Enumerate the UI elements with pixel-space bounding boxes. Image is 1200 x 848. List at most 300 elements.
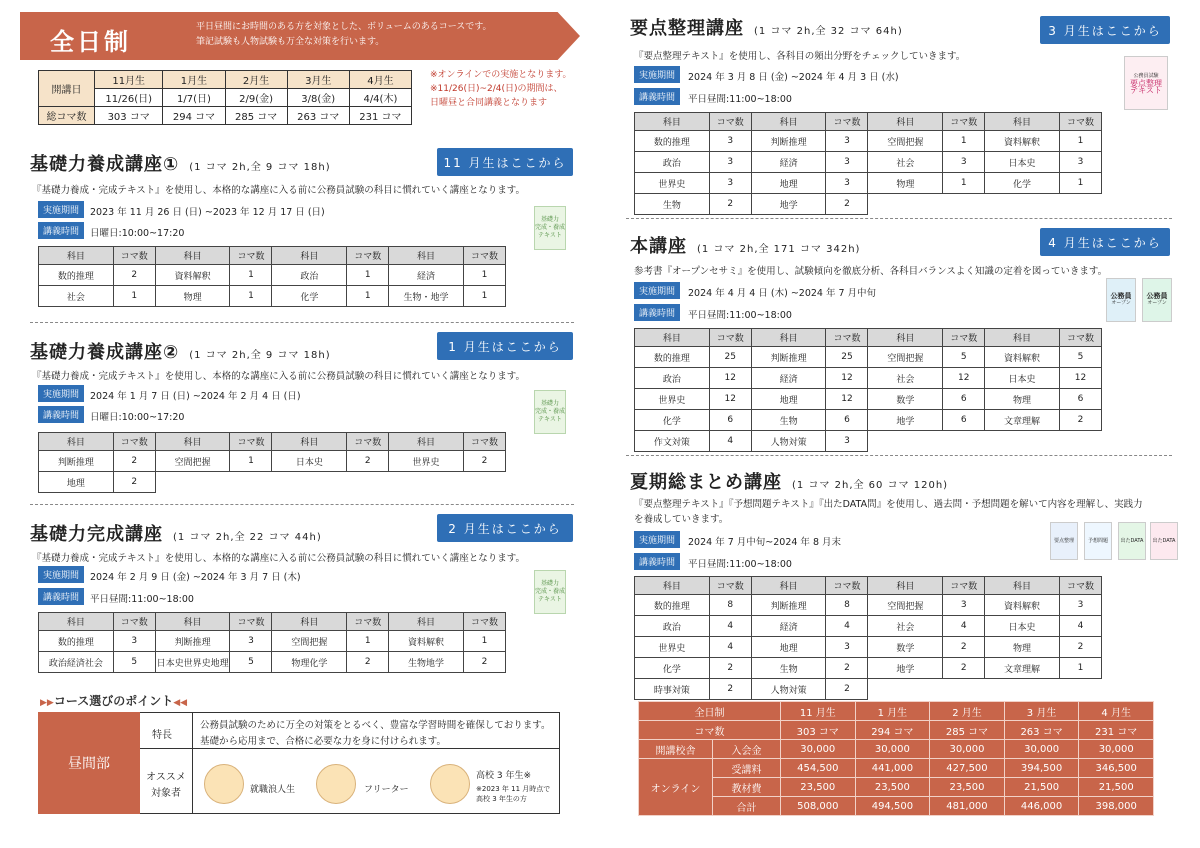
course-desc-line: を養成していきます。 bbox=[634, 514, 729, 525]
course-sub: (1 コマ 2h,全 60 コマ 120h) bbox=[792, 480, 949, 491]
freeter-avatar-icon bbox=[316, 764, 356, 804]
note: ※オンラインでの実施となります。 bbox=[430, 70, 572, 80]
count-header: コマ数 bbox=[826, 329, 868, 347]
period-value: 2023 年 11 月 26 日 (日) ~2023 年 12 月 17 日 (日) bbox=[90, 207, 325, 218]
count-cell: 3 bbox=[943, 152, 985, 173]
table-row bbox=[39, 652, 506, 673]
time-value: 平日昼間:11:00~18:00 bbox=[688, 559, 792, 570]
time-label: 講義時間 bbox=[38, 588, 84, 605]
table-row bbox=[635, 347, 1102, 368]
subject-cell: 判断推理 bbox=[39, 451, 114, 472]
count-cell: 6 bbox=[1059, 389, 1101, 410]
book-text: オープン bbox=[1147, 300, 1167, 306]
course-desc: 『基礎力養成・完成テキスト』を使用し、本格的な講座に入る前に公務員試験の科目に慣れていく講座となります。 bbox=[32, 553, 526, 564]
subject-cell: 世界史 bbox=[635, 389, 710, 410]
course-name: 基礎力養成講座① bbox=[30, 154, 180, 175]
course-sub: (1 コマ 2h,全 9 コマ 18h) bbox=[189, 162, 331, 173]
count-header: コマ数 bbox=[463, 247, 505, 265]
count-cell: 2 bbox=[463, 451, 505, 472]
target-label-line: オススメ bbox=[146, 772, 186, 783]
subject-cell: 数的推理 bbox=[39, 265, 114, 286]
subject-cell: 数的推理 bbox=[39, 631, 114, 652]
book-text: 公務員試験 bbox=[1133, 72, 1159, 79]
table-row bbox=[635, 595, 1102, 616]
subject-header: 科目 bbox=[985, 113, 1060, 131]
fee-cell: 398,000 bbox=[1079, 797, 1154, 816]
textbook-image bbox=[1084, 522, 1112, 560]
count-header: コマ数 bbox=[347, 613, 389, 631]
subject-cell: 生物 bbox=[751, 658, 826, 679]
count-cell: 6 bbox=[943, 389, 985, 410]
subject-cell: 文章理解 bbox=[985, 658, 1060, 679]
course-desc: 『基礎力養成・完成テキスト』を使用し、本格的な講座に入る前に公務員試験の科目に慣れていく講座となります。 bbox=[32, 371, 526, 382]
fee-row-label: 受講料 bbox=[713, 759, 781, 778]
book-text: 完成・養成 bbox=[535, 408, 566, 415]
fee-row-label: コマ数 bbox=[639, 721, 781, 740]
book-text: 公務員 bbox=[1110, 292, 1132, 300]
course-sub: (1 コマ 2h,全 171 コマ 342h) bbox=[697, 244, 861, 255]
fee-header: 2 月生 bbox=[930, 702, 1005, 721]
book-text: 基礎力 bbox=[540, 216, 559, 223]
count-cell: 3 bbox=[826, 637, 868, 658]
fee-header: 全日制 bbox=[639, 702, 781, 721]
book-text: 完成・養成 bbox=[535, 224, 566, 231]
course-name: 本講座 bbox=[630, 236, 687, 257]
col-header: 3月生 bbox=[287, 71, 349, 89]
subject-header: 科目 bbox=[39, 433, 114, 451]
time-label: 講義時間 bbox=[634, 553, 680, 570]
count-cell: 2 bbox=[826, 658, 868, 679]
subject-cell: 物理化学 bbox=[272, 652, 347, 673]
table-row bbox=[39, 472, 506, 493]
subject-cell: 化学 bbox=[635, 658, 710, 679]
cell: 2/9(金) bbox=[225, 89, 287, 107]
table-row bbox=[635, 431, 1102, 452]
count-cell: 1 bbox=[1059, 173, 1101, 194]
count-cell: 2 bbox=[709, 679, 751, 700]
subject-cell: 作文対策 bbox=[635, 431, 710, 452]
period-label: 実施期間 bbox=[634, 282, 680, 299]
subject-cell: 判断推理 bbox=[751, 347, 826, 368]
table-row bbox=[635, 389, 1102, 410]
count-cell: 1 bbox=[463, 631, 505, 652]
count-cell: 3 bbox=[826, 152, 868, 173]
subject-header: 科目 bbox=[155, 613, 230, 631]
count-cell: 8 bbox=[709, 595, 751, 616]
period-value: 2024 年 7 月中旬~2024 年 8 月末 bbox=[688, 537, 842, 548]
book-text: 予想問題 bbox=[1087, 537, 1108, 544]
count-cell: 3 bbox=[826, 173, 868, 194]
count-cell: 1 bbox=[1059, 658, 1101, 679]
count-cell: 4 bbox=[709, 431, 751, 452]
count-cell: 3 bbox=[709, 131, 751, 152]
textbook-image bbox=[534, 390, 566, 434]
course-name: 基礎力完成講座 bbox=[30, 524, 163, 545]
count-cell: 12 bbox=[709, 368, 751, 389]
subject-cell: 人物対策 bbox=[751, 679, 826, 700]
count-header: コマ数 bbox=[709, 329, 751, 347]
count-cell: 3 bbox=[826, 431, 868, 452]
divider bbox=[626, 455, 1172, 456]
divider bbox=[30, 504, 574, 505]
textbook-image bbox=[1142, 278, 1172, 322]
subject-cell: 空間把握 bbox=[155, 451, 230, 472]
time-value: 日曜日:10:00~17:20 bbox=[90, 228, 185, 239]
course-sub: (1 コマ 2h,全 32 コマ 64h) bbox=[754, 26, 903, 37]
subject-cell: 化学 bbox=[985, 173, 1060, 194]
table-row bbox=[39, 631, 506, 652]
cell: 4/4(木) bbox=[349, 89, 411, 107]
subject-cell: 地理 bbox=[751, 173, 826, 194]
fee-cell: 294 コマ bbox=[855, 721, 930, 740]
subject-cell: 空間把握 bbox=[868, 595, 943, 616]
subject-cell: 日本史世界史地理 bbox=[155, 652, 230, 673]
textbook-image bbox=[1124, 56, 1168, 110]
count-cell: 12 bbox=[1059, 368, 1101, 389]
count-cell: 4 bbox=[826, 616, 868, 637]
fee-cell: 263 コマ bbox=[1004, 721, 1079, 740]
subject-header: 科目 bbox=[39, 613, 114, 631]
count-cell: 25 bbox=[709, 347, 751, 368]
banner-description bbox=[196, 20, 492, 50]
count-cell: 6 bbox=[943, 410, 985, 431]
subject-cell: 資料解釈 bbox=[985, 131, 1060, 152]
subject-header: 科目 bbox=[635, 577, 710, 595]
subject-cell: 物理 bbox=[155, 286, 230, 307]
count-cell: 6 bbox=[826, 410, 868, 431]
points-left-label: 昼間部 bbox=[38, 712, 140, 814]
fee-row-label: 教材費 bbox=[713, 778, 781, 797]
course-name: 基礎力養成講座② bbox=[30, 342, 180, 363]
subject-cell: 社会 bbox=[868, 368, 943, 389]
subject-table bbox=[38, 246, 506, 307]
cell: 231 コマ bbox=[349, 107, 411, 125]
count-cell: 2 bbox=[1059, 410, 1101, 431]
subject-header: 科目 bbox=[868, 329, 943, 347]
count-header: コマ数 bbox=[113, 433, 155, 451]
book-text: テキスト bbox=[538, 596, 562, 603]
count-header: コマ数 bbox=[943, 113, 985, 131]
time-value: 平日昼間:11:00~18:00 bbox=[90, 594, 194, 605]
table-row bbox=[635, 410, 1102, 431]
count-header: コマ数 bbox=[1059, 329, 1101, 347]
count-header: コマ数 bbox=[1059, 577, 1101, 595]
count-header: コマ数 bbox=[463, 613, 505, 631]
target-label-line: 対象者 bbox=[150, 788, 181, 799]
subject-header: 科目 bbox=[272, 613, 347, 631]
subject-cell: 日本史 bbox=[985, 368, 1060, 389]
time-value: 平日昼間:11:00~18:00 bbox=[688, 94, 792, 105]
count-header: コマ数 bbox=[826, 577, 868, 595]
count-header: コマ数 bbox=[709, 577, 751, 595]
subject-cell: 数学 bbox=[868, 637, 943, 658]
subject-header: 科目 bbox=[751, 113, 826, 131]
subject-header: 科目 bbox=[39, 247, 114, 265]
start-pill-3[interactable]: 3 月生はここから bbox=[1040, 16, 1170, 44]
subject-cell: 数的推理 bbox=[635, 595, 710, 616]
count-cell: 5 bbox=[1059, 347, 1101, 368]
subject-cell: 文章理解 bbox=[985, 410, 1060, 431]
cell: 1/7(日) bbox=[163, 89, 225, 107]
book-text: 要点整理 bbox=[1130, 78, 1162, 88]
fee-cell: 303 コマ bbox=[781, 721, 856, 740]
subject-header: 科目 bbox=[635, 113, 710, 131]
subject-cell: 政治 bbox=[635, 616, 710, 637]
subject-header: 科目 bbox=[389, 433, 464, 451]
fee-cell: 446,000 bbox=[1004, 797, 1079, 816]
cell: 263 コマ bbox=[287, 107, 349, 125]
book-text: テキスト bbox=[538, 416, 562, 423]
count-cell: 6 bbox=[709, 410, 751, 431]
target-1: 就職浪人生 bbox=[250, 785, 296, 795]
ronin-avatar-icon bbox=[204, 764, 244, 804]
count-cell: 2 bbox=[113, 265, 155, 286]
textbook-image bbox=[1150, 522, 1178, 560]
table-row bbox=[635, 616, 1102, 637]
time-value: 日曜日:10:00~17:20 bbox=[90, 412, 185, 423]
subject-cell: 社会 bbox=[868, 152, 943, 173]
subject-cell: 政治経済社会 bbox=[39, 652, 114, 673]
period-value: 2024 年 1 月 7 日 (日) ~2024 年 2 月 4 日 (日) bbox=[90, 391, 301, 402]
count-header: コマ数 bbox=[709, 113, 751, 131]
subject-header: 科目 bbox=[751, 329, 826, 347]
target-2: フリーター bbox=[364, 785, 409, 795]
subject-cell: 生物 bbox=[635, 194, 710, 215]
fee-cell: 454,500 bbox=[781, 759, 856, 778]
fee-cell: 23,500 bbox=[781, 778, 856, 797]
count-cell: 2 bbox=[113, 451, 155, 472]
fee-cell: 441,000 bbox=[855, 759, 930, 778]
count-header: コマ数 bbox=[347, 433, 389, 451]
subject-table bbox=[634, 112, 1102, 215]
period-label: 実施期間 bbox=[38, 385, 84, 402]
start-pill-4[interactable]: 4 月生はここから bbox=[1040, 228, 1170, 256]
fee-cell: 394,500 bbox=[1004, 759, 1079, 778]
fee-row-label: 入会金 bbox=[713, 740, 781, 759]
subject-cell: 地理 bbox=[39, 472, 114, 493]
subject-header: 科目 bbox=[155, 247, 230, 265]
subject-cell: 世界史 bbox=[635, 637, 710, 658]
triangle-right-icon: ▶▶ bbox=[40, 698, 54, 708]
count-cell: 1 bbox=[943, 173, 985, 194]
subject-cell: 時事対策 bbox=[635, 679, 710, 700]
course-desc: 『要点整理テキスト』を使用し、各科目の頻出分野をチェックしていきます。 bbox=[634, 51, 966, 62]
fee-cell: 23,500 bbox=[855, 778, 930, 797]
fee-cell: 427,500 bbox=[930, 759, 1005, 778]
row-label-start-date: 開講日 bbox=[39, 71, 95, 107]
start-pill-11[interactable]: 11 月生はここから bbox=[437, 148, 573, 176]
count-header: コマ数 bbox=[230, 613, 272, 631]
count-cell: 3 bbox=[709, 152, 751, 173]
subject-cell: 経済 bbox=[751, 616, 826, 637]
period-label: 実施期間 bbox=[38, 566, 84, 583]
table-row bbox=[635, 679, 1102, 700]
book-text: テキスト bbox=[538, 232, 562, 239]
target-3-note bbox=[476, 784, 550, 804]
subject-table bbox=[634, 576, 1102, 700]
count-cell: 1 bbox=[463, 265, 505, 286]
subject-cell: 空間把握 bbox=[272, 631, 347, 652]
book-text: 基礎力 bbox=[540, 580, 559, 587]
count-cell: 2 bbox=[113, 472, 155, 493]
subject-header: 科目 bbox=[985, 329, 1060, 347]
subject-cell: 経済 bbox=[751, 368, 826, 389]
subject-cell: 地学 bbox=[868, 658, 943, 679]
subject-cell: 数学 bbox=[868, 389, 943, 410]
fee-cell: 346,500 bbox=[1079, 759, 1154, 778]
note: ※11/26(日)~2/4(日)の期間は、 bbox=[430, 84, 563, 94]
course-title bbox=[630, 468, 948, 494]
banner-desc-line2: 筆記試験も人物試験も万全な対策を行います。 bbox=[196, 37, 385, 47]
count-cell: 3 bbox=[709, 173, 751, 194]
textbook-image bbox=[534, 570, 566, 614]
count-cell: 4 bbox=[1059, 616, 1101, 637]
count-cell: 1 bbox=[347, 286, 389, 307]
feature-label: 特長 bbox=[152, 730, 172, 741]
subject-cell: 化学 bbox=[635, 410, 710, 431]
start-pill-2[interactable]: 2 月生はここから bbox=[437, 514, 573, 542]
subject-cell: 生物 bbox=[751, 410, 826, 431]
table-row bbox=[635, 637, 1102, 658]
table-row bbox=[39, 286, 506, 307]
period-label: 実施期間 bbox=[634, 66, 680, 83]
count-cell: 2 bbox=[943, 658, 985, 679]
subject-cell: 判断推理 bbox=[751, 595, 826, 616]
subject-table bbox=[38, 432, 506, 493]
count-cell: 1 bbox=[230, 286, 272, 307]
subject-cell: 物理 bbox=[985, 389, 1060, 410]
subject-cell: 資料解釈 bbox=[389, 631, 464, 652]
subject-header: 科目 bbox=[635, 329, 710, 347]
table-row bbox=[635, 152, 1102, 173]
points-title bbox=[40, 692, 187, 709]
cell: 11/26(日) bbox=[95, 89, 163, 107]
course-name: 要点整理講座 bbox=[630, 18, 744, 39]
table-row bbox=[635, 131, 1102, 152]
course-title bbox=[30, 150, 331, 176]
course-desc: 『基礎力養成・完成テキスト』を使用し、本格的な講座に入る前に公務員試験の科目に慣れていく講座となります。 bbox=[32, 185, 526, 196]
subject-cell: 物理 bbox=[985, 637, 1060, 658]
count-cell: 12 bbox=[943, 368, 985, 389]
count-cell: 4 bbox=[709, 637, 751, 658]
col-header: 1月生 bbox=[163, 71, 225, 89]
subject-cell: 世界史 bbox=[635, 173, 710, 194]
subject-cell: 政治 bbox=[635, 152, 710, 173]
book-text: 基礎力 bbox=[540, 400, 559, 407]
count-cell: 1 bbox=[943, 131, 985, 152]
col-header: 2月生 bbox=[225, 71, 287, 89]
course-title bbox=[630, 232, 860, 258]
subject-cell: 生物地学 bbox=[389, 652, 464, 673]
subject-cell: 社会 bbox=[868, 616, 943, 637]
triangle-left-icon: ◀◀ bbox=[173, 698, 188, 708]
target-3: 高校 3 年生※ bbox=[476, 771, 531, 781]
subject-header: 科目 bbox=[985, 577, 1060, 595]
subject-cell: 空間把握 bbox=[868, 347, 943, 368]
start-pill-1[interactable]: 1 月生はここから bbox=[437, 332, 573, 360]
count-cell: 2 bbox=[709, 194, 751, 215]
target-note-line: ※2023 年 11 月時点で bbox=[476, 785, 551, 793]
note: 日曜昼と合同講義となります bbox=[430, 98, 548, 108]
fee-cell: 481,000 bbox=[930, 797, 1005, 816]
count-header: コマ数 bbox=[113, 247, 155, 265]
fee-group-label: オンライン bbox=[639, 759, 713, 816]
course-sub: (1 コマ 2h,全 9 コマ 18h) bbox=[189, 350, 331, 361]
cell: 303 コマ bbox=[95, 107, 163, 125]
time-value: 平日昼間:11:00~18:00 bbox=[688, 310, 792, 321]
count-cell: 8 bbox=[826, 595, 868, 616]
count-cell: 12 bbox=[826, 389, 868, 410]
count-cell: 12 bbox=[826, 368, 868, 389]
count-header: コマ数 bbox=[463, 433, 505, 451]
feature-line: 公務員試験のために万全の対策をとるべく、豊富な学習時間を確保しております。 bbox=[200, 720, 551, 731]
time-label: 講義時間 bbox=[38, 222, 84, 239]
fee-cell: 494,500 bbox=[855, 797, 930, 816]
count-cell: 4 bbox=[943, 616, 985, 637]
fee-cell: 508,000 bbox=[781, 797, 856, 816]
count-header: コマ数 bbox=[826, 113, 868, 131]
count-cell: 3 bbox=[826, 131, 868, 152]
table-row bbox=[635, 173, 1102, 194]
course-sub: (1 コマ 2h,全 22 コマ 44h) bbox=[173, 532, 322, 543]
fee-cell: 30,000 bbox=[930, 740, 1005, 759]
count-cell: 5 bbox=[943, 347, 985, 368]
subject-cell: 物理 bbox=[868, 173, 943, 194]
count-cell: 1 bbox=[230, 265, 272, 286]
subject-header: 科目 bbox=[272, 247, 347, 265]
notes bbox=[430, 68, 572, 110]
course-desc-line: 『要点整理テキスト』『予想問題テキスト』『出たDATA問』を使用し、過去問・予想問題を解いて内容を理解し、実践力 bbox=[634, 499, 1143, 510]
cell: 3/8(金) bbox=[287, 89, 349, 107]
subject-cell: 地理 bbox=[751, 389, 826, 410]
period-value: 2024 年 3 月 8 日 (金) ~2024 年 4 月 3 日 (水) bbox=[688, 72, 899, 83]
col-header: 4月生 bbox=[349, 71, 411, 89]
subject-cell: 資料解釈 bbox=[985, 595, 1060, 616]
count-cell: 4 bbox=[709, 616, 751, 637]
count-cell: 1 bbox=[347, 265, 389, 286]
count-cell: 25 bbox=[826, 347, 868, 368]
fee-cell: 21,500 bbox=[1004, 778, 1079, 797]
book-text: テキスト bbox=[1130, 85, 1162, 95]
subject-cell: 経済 bbox=[389, 265, 464, 286]
count-cell: 2 bbox=[709, 658, 751, 679]
count-header: コマ数 bbox=[113, 613, 155, 631]
fee-group-label: 開講校舎 bbox=[639, 740, 713, 759]
subject-cell: 世界史 bbox=[389, 451, 464, 472]
divider bbox=[30, 322, 574, 323]
book-text: 要点整理 bbox=[1053, 537, 1074, 544]
fee-header: 1 月生 bbox=[855, 702, 930, 721]
count-cell: 2 bbox=[943, 637, 985, 658]
points-col-divider bbox=[192, 712, 193, 814]
book-text: 出たDATA bbox=[1120, 537, 1144, 544]
period-label: 実施期間 bbox=[634, 531, 680, 548]
count-header: コマ数 bbox=[1059, 113, 1101, 131]
subject-table bbox=[634, 328, 1102, 452]
subject-cell: 日本史 bbox=[985, 152, 1060, 173]
subject-table bbox=[38, 612, 506, 673]
target-note-line: 高校 3 年生の方 bbox=[476, 795, 527, 803]
time-label: 講義時間 bbox=[38, 406, 84, 423]
schedule-table bbox=[38, 70, 412, 125]
subject-cell: 資料解釈 bbox=[985, 347, 1060, 368]
count-cell: 3 bbox=[230, 631, 272, 652]
count-header: コマ数 bbox=[347, 247, 389, 265]
time-label: 講義時間 bbox=[634, 304, 680, 321]
fee-cell: 23,500 bbox=[930, 778, 1005, 797]
count-cell: 1 bbox=[230, 451, 272, 472]
subject-header: 科目 bbox=[868, 113, 943, 131]
